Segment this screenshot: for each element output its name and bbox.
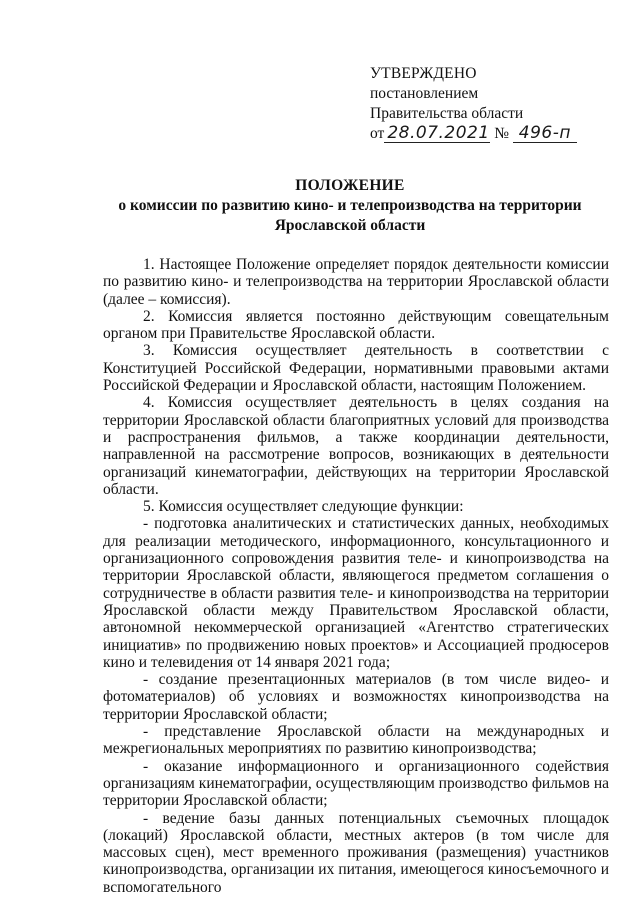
document-subtitle-line1: о комиссии по развитию кино- и телепроизводства на территории	[118, 197, 582, 214]
list-item-analytics: - подготовка аналитических и статистических данных, необходимых для реализации методического, информационного, консультационного и организационного сопровождения развития теле- и кинопроизводства на территории Ярославской области, являющегося предметом соглашения о сотрудничестве в области развития теле- и кинопроизводства на территории Ярославской области между Правительством Ярославской области, автономной некоммерческой организацией «Агентство стратегических инициатив» по продвижению новых проектов» и Ассоциацией продюсеров кино и телевидения от 14 января 2021 года;	[103, 515, 609, 671]
approval-line-resolution: постановлением	[370, 85, 479, 102]
approval-heading: УТВЕРЖДЕНО	[370, 65, 477, 82]
document-heading: ПОЛОЖЕНИЕ	[295, 177, 405, 194]
document-subtitle-line2: Ярославской области	[274, 217, 426, 234]
list-item-assistance: - оказание информационного и организационного содействия организациям кинематографии, осуществляющим производство фильмов на территории Ярославской области;	[103, 757, 609, 810]
approval-handwritten-date: 28.07.2021	[384, 124, 490, 143]
approval-from-label: от	[370, 125, 385, 142]
paragraph-4: 4. Комиссия осуществляет деятельность в целях создания на территории Ярославской области благоприятных условий для производства и распространения фильмов, а также координации деятельности, направленной на рассмотрение вопросов, возникающих в деятельности организаций кинематографии, действующих на территории Ярославской области.	[103, 394, 609, 498]
list-item-representation: - представление Ярославской области на международных и межрегиональных мероприятиях по развитию кинопроизводства;	[103, 723, 609, 758]
paragraph-5: 5. Комиссия осуществляет следующие функции:	[143, 498, 464, 516]
list-item-database: - ведение базы данных потенциальных съемочных площадок (локаций) Ярославской области, местных актеров (в том числе для массовых сцен), мест временного проживания (размещения) участников кинопроизводства, организации их питания, имеющегося киносъемочного и вспомогательного	[103, 809, 609, 896]
list-item-presentation: - создание презентационных материалов (в том числе видео- и фотоматериалов) об условиях и возможностях кинопроизводства на территории Ярославской области;	[103, 671, 609, 723]
document-body	[103, 256, 609, 896]
paragraph-1: 1. Настоящее Положение определяет порядок деятельности комиссии по развитию кино- и телепроизводства на территории Ярославской области (далее – комиссия).	[103, 256, 609, 308]
approval-date-number-line	[370, 124, 620, 144]
approval-line-government: Правительства области	[370, 105, 524, 122]
approval-handwritten-number: 496-п	[513, 124, 577, 143]
paragraph-2: 2. Комиссия является постоянно действующим совещательным органом при Правительстве Ярославской области.	[103, 307, 609, 343]
approval-stamp-block	[370, 64, 620, 144]
document-title	[90, 176, 610, 236]
approval-number-label: №	[494, 125, 509, 142]
paragraph-3: 3. Комиссия осуществляет деятельность в соответствии с Конституцией Российской Федерации, нормативными правовыми актами Российской Федерации и Ярославской области, настоящим Положением.	[103, 342, 609, 395]
